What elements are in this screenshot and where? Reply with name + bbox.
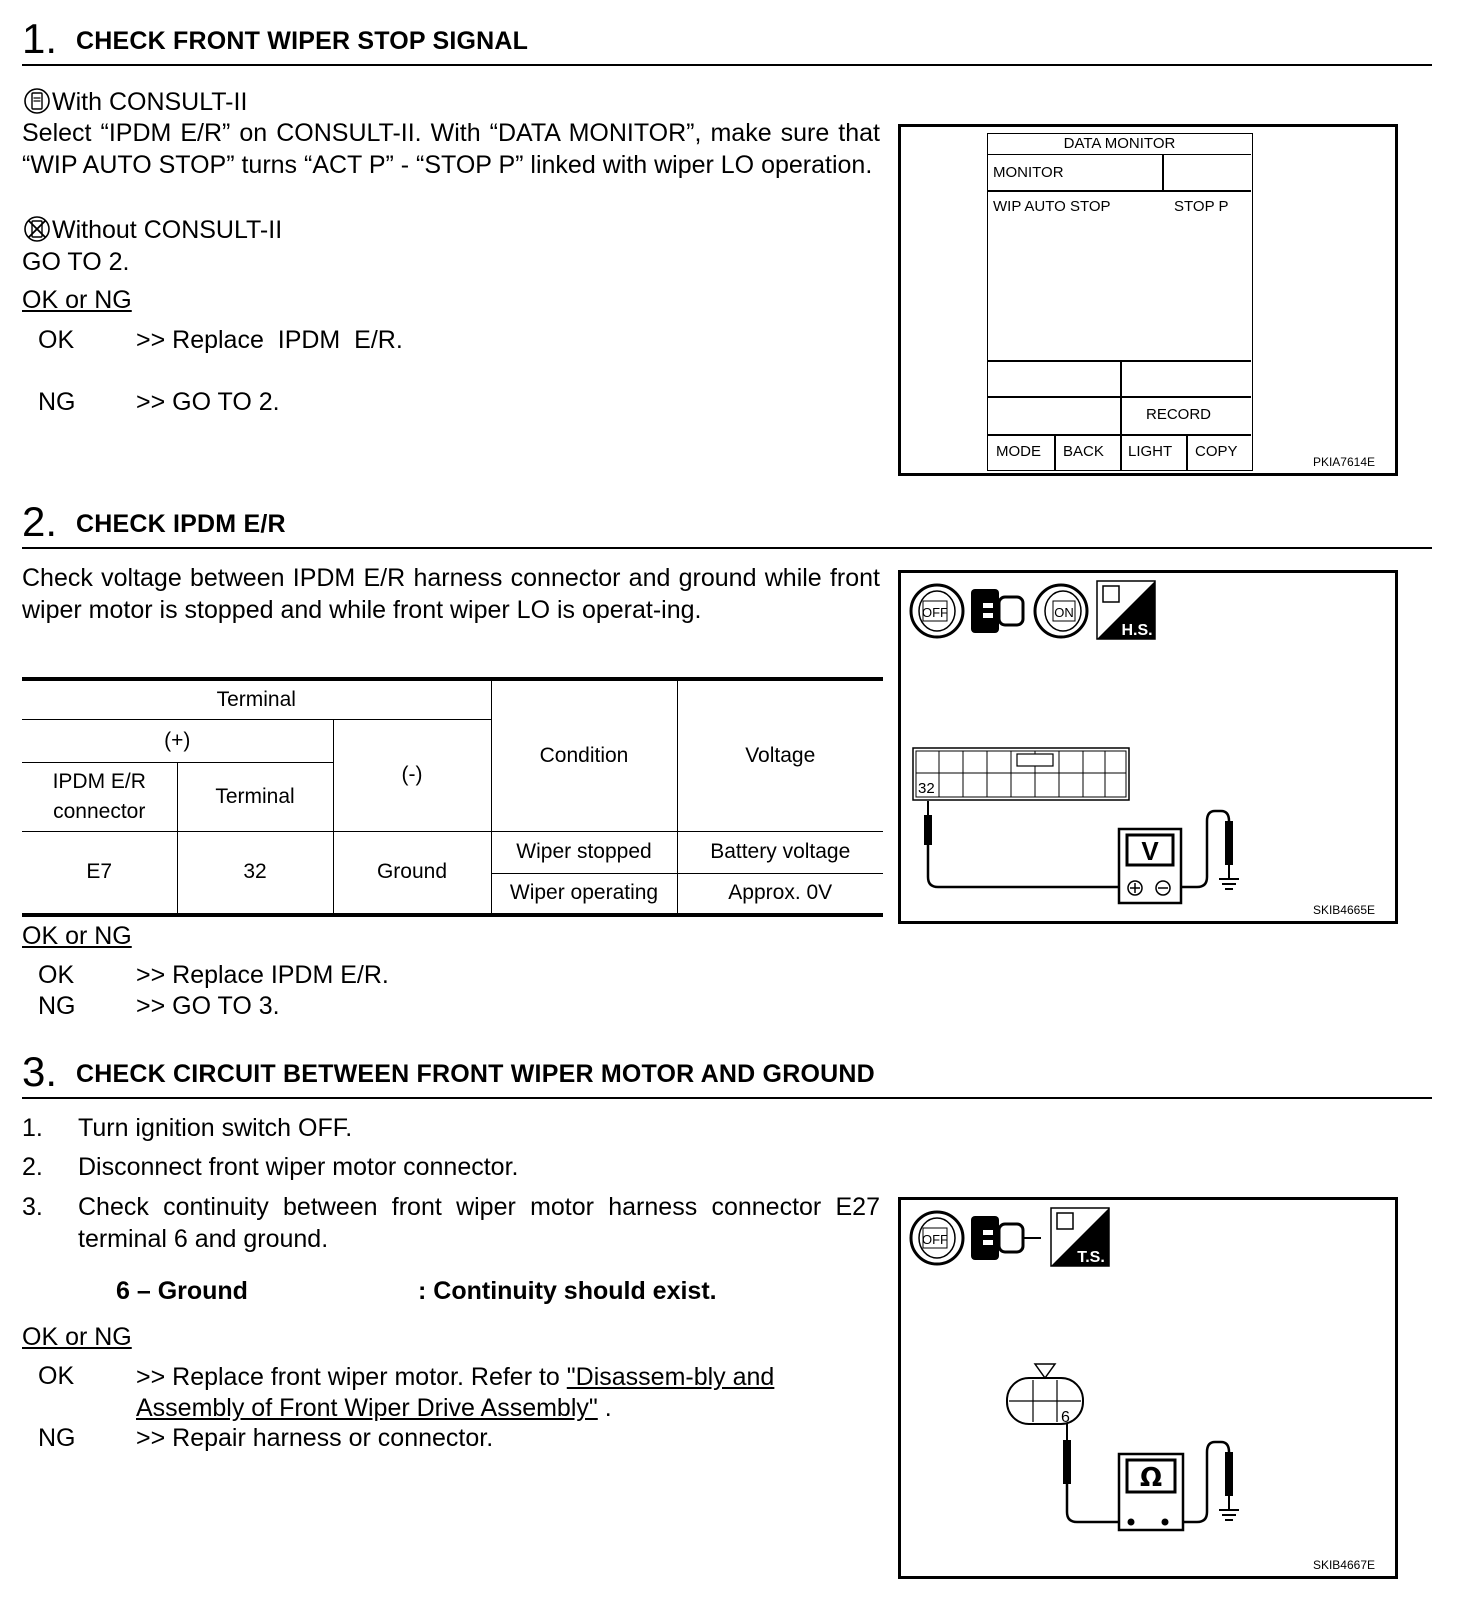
off-label: OFF [922,1232,948,1247]
monitor-divider [1120,360,1122,470]
voltage-header: Voltage [677,679,883,831]
meter-v-label: V [1141,836,1159,866]
back-button[interactable]: BACK [1063,443,1104,460]
continuity-check-figure [898,1197,1398,1579]
voltmeter-icon [1119,829,1181,903]
voltage-cell: Battery voltage [677,831,883,873]
with-consult-line [22,86,247,118]
step2-okng-label: OK or NG [22,922,132,950]
monitor-item-name: WIP AUTO STOP [993,198,1111,215]
wiper-motor-connector [1007,1364,1083,1426]
monitor-header: DATA MONITOR [988,134,1251,155]
condition-cell: Wiper stopped [491,831,677,873]
step3-okng-label: OK or NG [22,1323,132,1351]
step3-header [22,1047,1432,1099]
step3-number: 3. [22,1048,58,1095]
connector-header: IPDM E/R connector [22,762,177,831]
monitor-divider [1186,434,1188,470]
step3-ok-key: OK [38,1362,75,1390]
list-item: Check continuity between front wiper motor harness connector E27 terminal 6 and ground. [78,1193,880,1253]
condition-header: Condition [491,679,677,831]
step2-number: 2. [22,498,58,545]
step1-ng-text: >> GO TO 2. [136,388,280,416]
list-item: Turn ignition switch OFF. [78,1114,353,1142]
connector-disconnect-icon [971,589,1023,633]
continuity-diagram [901,1200,1395,1576]
step1-instruction: Select “IPDM E/R” on CONSULT-II. With “DATA MONITOR”, make sure that “WIP AUTO STOP” turns “ACT P” - “STOP P” linked with wiper LO operation. [22,119,880,179]
list-item: Disconnect front wiper motor connector. [78,1153,519,1181]
step1-goto: GO TO 2. [22,248,130,276]
monitor-label: MONITOR [993,164,1064,181]
spec-label: 6 – Ground [116,1277,248,1305]
step1-ok-key: OK [38,326,75,354]
ipdm-connector [913,748,1129,800]
connector-disconnect-icon [971,1216,1041,1260]
spec-value: : Continuity should exist. [418,1277,717,1305]
list-item-num: 1. [22,1114,43,1142]
hs-label: H.S. [1121,622,1153,639]
step3-title: CHECK CIRCUIT BETWEEN FRONT WIPER MOTOR AND GROUND [76,1060,875,1088]
step1-title: CHECK FRONT WIPER STOP SIGNAL [76,27,529,55]
without-consult-line [22,214,282,246]
minus-header: (-) [333,719,491,831]
step1-ng-key: NG [38,388,76,416]
monitor-divider [1054,434,1056,470]
terminal-side-icon [1051,1208,1109,1266]
copy-button[interactable]: COPY [1195,443,1238,460]
connector-cell: E7 [22,831,177,915]
step2-title: CHECK IPDM E/R [76,510,286,538]
figure1-id: PKIA7614E [1312,455,1375,469]
step3-ng-text: >> Repair harness or connector. [136,1424,494,1452]
monitor-item-value: STOP P [1174,198,1229,215]
ignition-off-icon [911,585,963,637]
no-consult-icon [22,215,52,243]
with-consult-label: With CONSULT-II [52,88,248,116]
monitor-rule [988,396,1251,398]
consult-icon [22,87,52,115]
step2-ok-key: OK [38,961,75,989]
step3-ok-line [136,1362,836,1424]
list-item-num: 3. [22,1193,43,1221]
test-leads [924,801,1239,889]
without-consult-label: Without CONSULT-II [52,216,283,244]
condition-cell: Wiper operating [491,873,677,915]
data-monitor-figure [898,124,1398,476]
on-label: ON [1054,605,1074,620]
ignition-on-icon [1035,585,1087,637]
monitor-screen [987,133,1253,471]
pin-6-label: 6 [1061,1409,1070,1426]
off-label: OFF [922,605,948,620]
step3-ok-text: >> Replace front wiper motor. Refer to [136,1363,560,1391]
list-item-num: 2. [22,1153,43,1181]
step2-ok-text: >> Replace IPDM E/R. [136,961,389,989]
pin-32-label: 32 [918,780,935,797]
disassembly-link[interactable]: "Disassem-bly and Assembly of Front Wiper Drive Assembly" [136,1363,775,1422]
voltage-check-figure [898,570,1398,924]
step2-ng-key: NG [38,992,76,1020]
plus-header: (+) [22,719,333,762]
step1-ok-text: >> Replace IPDM E/R. [136,326,403,354]
step2-header [22,497,1432,549]
terminal-no-header: Terminal [177,762,333,831]
terminal-cell: 32 [177,831,333,915]
figure3-id: SKIB4667E [1312,1558,1375,1572]
voltage-cell: Approx. 0V [677,873,883,915]
mode-button[interactable]: MODE [996,443,1041,460]
step2-instruction: Check voltage between IPDM E/R harness connector and ground while front wiper motor is stopped and while front wiper LO is operat-ing. [22,564,880,624]
ground-cell: Ground [333,831,491,915]
step1-header [22,14,1432,66]
record-button[interactable]: RECORD [1146,406,1212,423]
ts-label: T.S. [1077,1249,1105,1266]
figure2-id: SKIB4665E [1312,903,1375,917]
voltage-spec-table [22,677,883,917]
monitor-rule [988,434,1251,436]
step1-number: 1. [22,15,58,62]
harness-side-icon [1097,581,1155,639]
light-button[interactable]: LIGHT [1128,443,1173,460]
voltage-diagram [901,573,1395,921]
monitor-rule [988,190,1251,192]
monitor-divider [1162,154,1164,190]
step2-ng-text: >> GO TO 3. [136,992,280,1020]
step3-ng-key: NG [38,1424,76,1452]
ohmmeter-icon [1119,1454,1183,1530]
step1-okng-label: OK or NG [22,286,132,314]
terminal-header: Terminal [22,679,491,719]
ignition-off-icon [911,1212,963,1264]
meter-ohm-label: Ω [1139,1463,1163,1493]
step3-ok-after: . [597,1394,612,1422]
